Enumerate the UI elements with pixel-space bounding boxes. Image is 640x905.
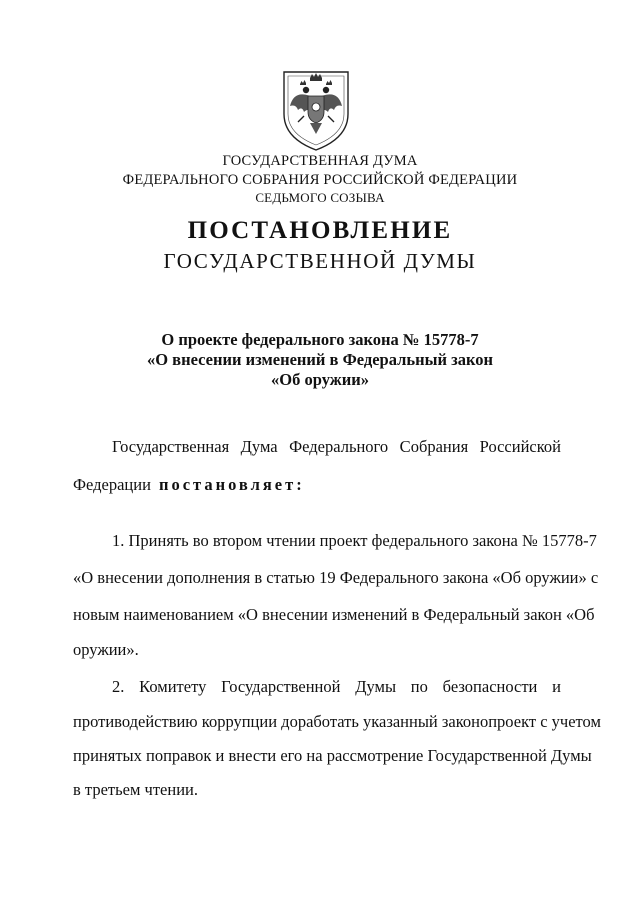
item-2-line-3: принятых поправок и внести его на рассмотрение Государственной Думы bbox=[73, 746, 592, 765]
item-1-line-3: новым наименованием «О внесении изменений в Федеральный закон «Об bbox=[73, 605, 595, 624]
preamble-line-2 bbox=[73, 475, 305, 495]
coat-of-arms-icon bbox=[280, 68, 352, 152]
preamble-line-1: Государственная Дума Федерального Собрания Российской bbox=[112, 437, 561, 456]
org-line-convocation: СЕДЬМОГО СОЗЫВА bbox=[255, 190, 385, 205]
document-title: ПОСТАНОВЛЕНИЕ bbox=[187, 217, 453, 244]
item-1-line-4: оружии». bbox=[73, 640, 139, 659]
item-2-line-1: 2. Комитету Государственной Думы по безопасности и bbox=[112, 677, 561, 696]
subject-line-2: «О внесении изменений в Федеральный закон bbox=[146, 350, 494, 369]
preamble-action: постановляет: bbox=[158, 475, 305, 494]
org-line-duma: ГОСУДАРСТВЕННАЯ ДУМА bbox=[222, 153, 418, 169]
subject-line-3: «Об оружии» bbox=[271, 370, 369, 389]
item-1-line-2: «О внесении дополнения в статью 19 Федерального закона «Об оружии» с bbox=[73, 568, 599, 587]
item-2-line-2: противодействию коррупции доработать указанный законопроект с учетом bbox=[73, 712, 601, 731]
preamble-subject: Федерации bbox=[73, 475, 151, 494]
item-1-line-1: 1. Принять во втором чтении проект федерального закона № 15778-7 bbox=[112, 531, 597, 550]
document-subtitle: ГОСУДАРСТВЕННОЙ ДУМЫ bbox=[163, 249, 477, 273]
subject-line-1: О проекте федерального закона № 15778-7 bbox=[161, 330, 479, 349]
item-2-line-4: в третьем чтении. bbox=[73, 780, 198, 799]
org-line-federal-assembly: ФЕДЕРАЛЬНОГО СОБРАНИЯ РОССИЙСКОЙ ФЕДЕРАЦИИ bbox=[122, 172, 518, 188]
